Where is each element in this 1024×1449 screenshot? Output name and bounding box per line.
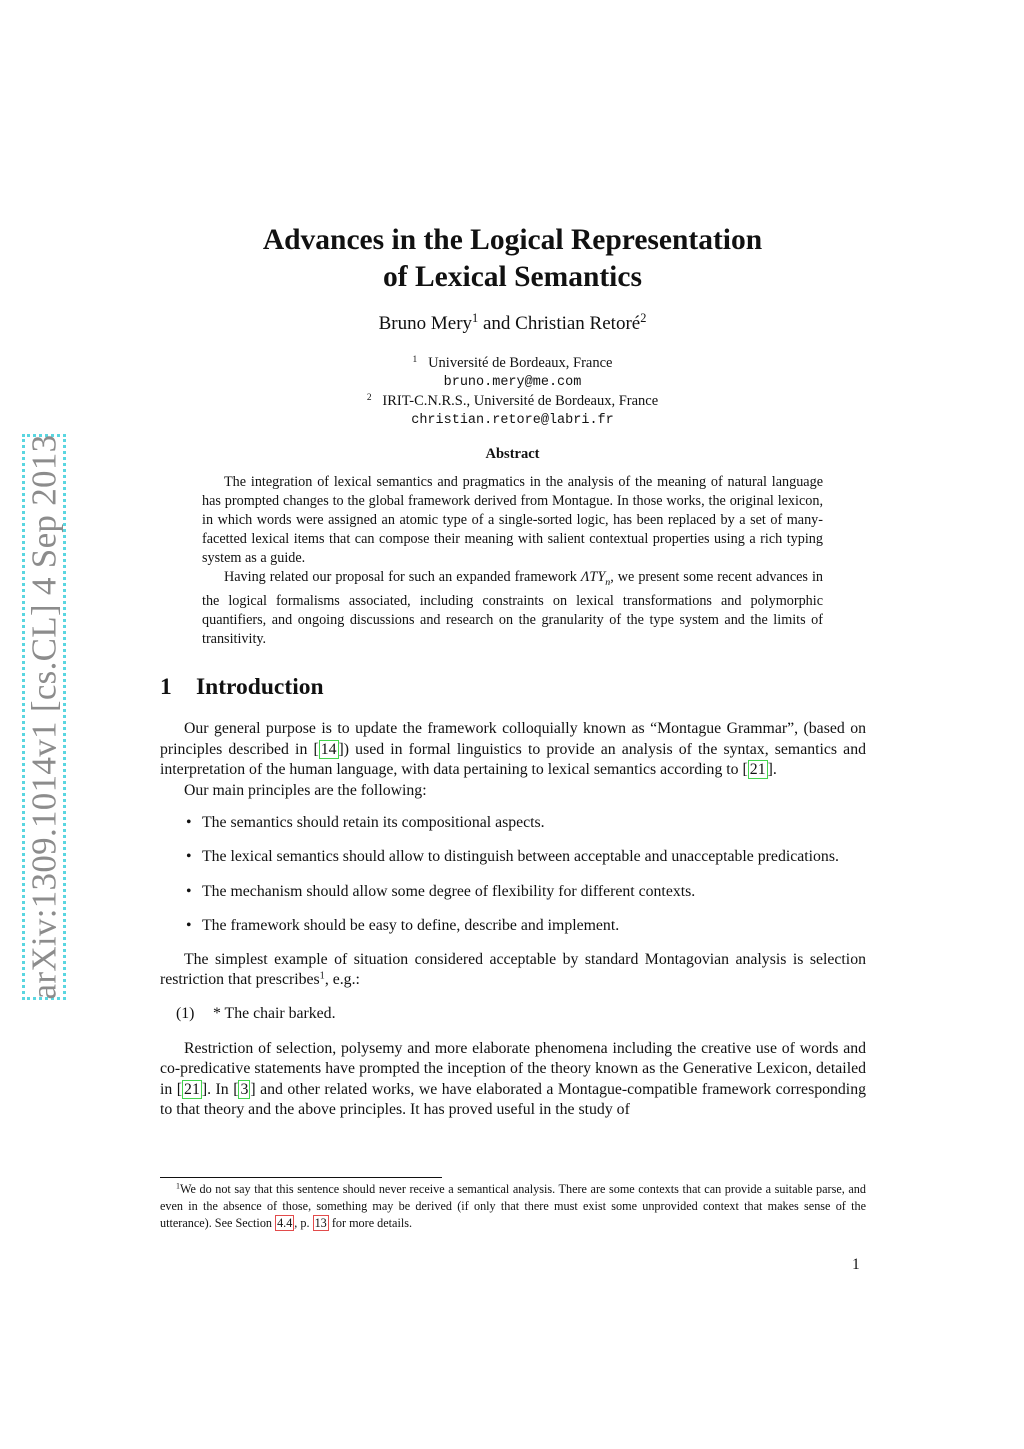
author-1-mark: 1 bbox=[472, 311, 479, 326]
example-text: * The chair barked. bbox=[213, 1004, 336, 1022]
intro-paragraph-1 bbox=[160, 719, 866, 781]
list-item-text: The lexical semantics should allow to distinguish between acceptable and unacceptable predications. bbox=[202, 848, 839, 866]
affiliation-1 bbox=[160, 354, 865, 373]
footnote-mark-1[interactable]: 1 bbox=[319, 970, 325, 982]
page-number: 1 bbox=[852, 1256, 860, 1273]
intro-paragraph-4 bbox=[160, 1039, 866, 1121]
footnote-divider bbox=[160, 1177, 442, 1178]
list-item-text: The framework should be easy to define, describe and implement. bbox=[202, 916, 620, 934]
bullet-icon: • bbox=[186, 882, 192, 900]
abstract bbox=[202, 473, 823, 649]
example-1 bbox=[176, 1004, 866, 1025]
affiliation-2-email[interactable]: christian.retore@labri.fr bbox=[411, 413, 614, 428]
list-item bbox=[160, 916, 866, 937]
abstract-paragraph-2 bbox=[202, 568, 823, 649]
abstract-p2-start: Having related our proposal for such an expanded framework bbox=[224, 569, 581, 585]
affiliations bbox=[160, 354, 865, 430]
introduction-body bbox=[160, 719, 866, 1121]
abstract-p2-end: , we present some recent advances in the logical formalisms associated, including constraints on lexical transformations and polymorphic quantifiers, and ongoing discussions and research on the granularity of the type system and the limits of transitivity. bbox=[202, 569, 823, 647]
principles-list bbox=[160, 813, 866, 936]
abstract-paragraph-1: The integration of lexical semantics and pragmatics in the analysis of the meaning of natural language has prompted changes to the global framework derived from Montague. In those works, the original lexicon, in which words were assigned an atomic type of a single-sorted logic, has been replaced by a set of many-facetted lexical items that can compose their meaning with salient contextual properties using a rich typing system as a guide. bbox=[202, 474, 823, 566]
intro-p1-text-b: ]) used in formal linguistics to provide an analysis of the syntax, semantics and interpretation of the human language, with data pertaining to lexical semantics according to [ bbox=[160, 740, 866, 779]
intro-paragraph-3 bbox=[160, 950, 866, 991]
affiliation-2-mark: 2 bbox=[366, 392, 372, 403]
intro-p4-text-c: ] and other related works, we have elaborated a Montague-compatible framework corresponding to that theory and the above principles. It has proved useful in the study of bbox=[160, 1080, 866, 1119]
citation-21[interactable]: 21 bbox=[749, 761, 766, 779]
author-1: Bruno Mery bbox=[378, 313, 473, 334]
arxiv-side-stamp bbox=[22, 434, 66, 1000]
section-heading-introduction bbox=[160, 674, 324, 701]
footnote-text-b: , p. bbox=[294, 1216, 313, 1230]
list-item bbox=[160, 882, 866, 903]
citation-21-second[interactable]: 21 bbox=[184, 1080, 200, 1098]
affiliation-1-institution: Université de Bordeaux, France bbox=[428, 355, 613, 371]
intro-p3-text-b: , e.g.: bbox=[324, 971, 360, 989]
abstract-heading: Abstract bbox=[485, 446, 540, 462]
bullet-icon: • bbox=[186, 814, 192, 832]
footnote-number: 1 bbox=[176, 1181, 180, 1191]
bullet-icon: • bbox=[186, 916, 192, 934]
lambda-tyn-math bbox=[580, 569, 611, 588]
footnote-1 bbox=[160, 1181, 866, 1232]
citation-3[interactable]: 3 bbox=[240, 1080, 249, 1098]
list-item-text: The semantics should retain its compositional aspects. bbox=[202, 814, 545, 832]
footnote-text-c: for more details. bbox=[328, 1216, 413, 1230]
title-line-1: Advances in the Logical Representation bbox=[262, 224, 763, 256]
list-item-text: The mechanism should allow some degree of flexibility for different contexts. bbox=[202, 882, 696, 900]
example-number: (1) bbox=[176, 1004, 195, 1022]
intro-p1-text-a: Our general purpose is to update the framework colloquially known as “Montague Grammar”, (based on principles described in [ bbox=[160, 720, 866, 758]
intro-paragraph-2: Our main principles are the following: bbox=[184, 781, 427, 799]
lambda-tyn-base: ΛTY bbox=[580, 569, 606, 585]
bullet-icon: • bbox=[186, 848, 192, 866]
author-2: Christian Retoré bbox=[515, 313, 641, 334]
paper-title bbox=[160, 222, 865, 296]
section-title: Introduction bbox=[196, 674, 324, 700]
author-conjunction: and bbox=[478, 313, 516, 334]
section-4-4-link[interactable]: 4.4 bbox=[277, 1216, 293, 1230]
intro-p3-text-a: The simplest example of situation considered acceptable by standard Montagovian analysis is selection restriction that prescribes bbox=[160, 950, 866, 989]
affiliation-1-mark: 1 bbox=[412, 354, 418, 365]
author-2-mark: 2 bbox=[640, 311, 647, 326]
intro-p1-text-c: ]. bbox=[767, 761, 777, 779]
arxiv-identifier: arXiv:1309.1014v1 [cs.CL] 4 Sep 2013 bbox=[24, 434, 63, 1000]
list-item bbox=[160, 813, 866, 834]
affiliation-2-institution: IRIT-C.N.R.S., Université de Bordeaux, France bbox=[382, 393, 659, 409]
affiliation-2 bbox=[160, 392, 865, 411]
title-line-2: of Lexical Semantics bbox=[383, 261, 642, 293]
affiliation-1-email[interactable]: bruno.mery@me.com bbox=[443, 375, 582, 390]
list-item bbox=[160, 847, 866, 868]
author-line bbox=[160, 313, 865, 335]
footnote-text-a: We do not say that this sentence should never receive a semantical analysis. There are some contexts that can provide a suitable parse, and even in the absence of those, something may be derived (if only that there must exist some unprovided context that makes sense of the utterance). See Section bbox=[160, 1182, 866, 1230]
citation-14[interactable]: 14 bbox=[320, 740, 337, 758]
page-13-link[interactable]: 13 bbox=[314, 1216, 327, 1230]
intro-p4-text-b: ]. In [ bbox=[201, 1080, 239, 1098]
section-number: 1 bbox=[160, 674, 172, 700]
lambda-tyn-subscript: n bbox=[605, 576, 611, 588]
intro-p4-text-a: Restriction of selection, polysemy and more elaborate phenomena including the creative use of words and co-predicative statements have prompted the inception of the theory known as the Generative Lexicon, detailed in [ bbox=[160, 1039, 866, 1098]
footnote-text bbox=[160, 1181, 866, 1232]
